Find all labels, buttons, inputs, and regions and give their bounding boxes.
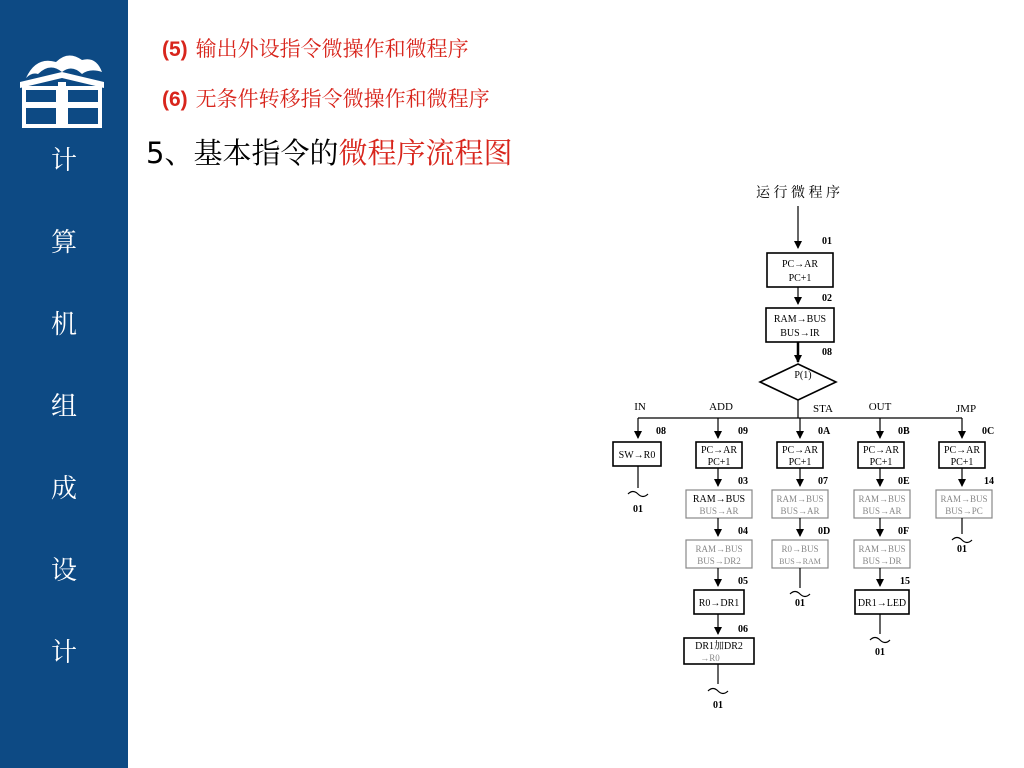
node-text: PC+1 bbox=[869, 457, 893, 468]
bullet-text: 无条件转移指令微操作和微程序 bbox=[195, 87, 490, 111]
heading-highlight: 微程序流程图 bbox=[338, 136, 513, 170]
node-text: BUS→IR bbox=[780, 328, 820, 339]
addr-label: 06 bbox=[738, 624, 748, 635]
end-tilde bbox=[870, 638, 890, 643]
branch-label: ADD bbox=[709, 401, 733, 413]
bullet-text: 输出外设指令微操作和微程序 bbox=[195, 37, 469, 61]
addr-label: 0D bbox=[818, 526, 831, 537]
end-tilde bbox=[628, 492, 648, 497]
addr-label: 0E bbox=[898, 476, 910, 487]
addr-label: 0A bbox=[818, 426, 831, 437]
branch-label: OUT bbox=[868, 401, 892, 413]
node-text: RAM→BUS bbox=[858, 494, 906, 504]
addr-label: 02 bbox=[822, 293, 832, 304]
end-label: 01 bbox=[713, 700, 723, 711]
end-tilde bbox=[708, 689, 728, 694]
addr-label: 0B bbox=[898, 426, 910, 437]
addr-label: 08 bbox=[656, 426, 666, 437]
addr-label: 14 bbox=[984, 476, 994, 487]
sidebar bbox=[0, 0, 128, 768]
bullet-6 bbox=[162, 83, 490, 113]
node-text: PC+1 bbox=[707, 457, 731, 468]
branch-label: STA bbox=[813, 403, 833, 415]
node-text: BUS→DR2 bbox=[697, 556, 741, 566]
node-text: R0→DR1 bbox=[698, 598, 740, 609]
addr-label: 03 bbox=[738, 476, 748, 487]
sidebar-char: 设 bbox=[50, 556, 77, 586]
end-tilde bbox=[790, 592, 810, 597]
end-label: 01 bbox=[633, 504, 643, 515]
addr-label: 01 bbox=[822, 236, 832, 247]
node-text: PC→AR bbox=[943, 445, 981, 456]
end-label: 01 bbox=[795, 598, 805, 609]
node-text: BUS→RAM bbox=[779, 557, 821, 566]
addr-label: 08 bbox=[822, 347, 832, 358]
branch-label: JMP bbox=[955, 403, 977, 415]
end-label: 01 bbox=[957, 544, 967, 555]
sidebar-char: 组 bbox=[50, 392, 77, 422]
node-text: RAM→BUS bbox=[776, 494, 824, 504]
node-text: PC→AR bbox=[781, 259, 819, 270]
addr-label: 0C bbox=[982, 426, 995, 437]
addr-label: 04 bbox=[738, 526, 748, 537]
node-text: RAM→BUS bbox=[858, 544, 906, 554]
node-text: PC+1 bbox=[788, 273, 812, 284]
sidebar-char: 成 bbox=[50, 474, 77, 504]
node-text: DR1加DR2 bbox=[695, 641, 743, 652]
node-text: PC+1 bbox=[788, 457, 812, 468]
sidebar-char: 计 bbox=[50, 146, 77, 176]
node-text: BUS→DR bbox=[862, 556, 902, 566]
addr-label: 05 bbox=[738, 576, 748, 587]
node-text: PC→AR bbox=[781, 445, 819, 456]
node-text: RAM→BUS bbox=[695, 544, 743, 554]
end-label: 01 bbox=[875, 647, 885, 658]
bullet-5 bbox=[162, 33, 469, 63]
branch-label: IN bbox=[634, 401, 646, 413]
dragon-book-logo-icon bbox=[16, 48, 108, 132]
heading-prefix: 5、基本指令的 bbox=[146, 136, 339, 170]
addr-label: 0F bbox=[898, 526, 910, 537]
node-text: RAM→BUS bbox=[692, 494, 746, 505]
microprogram-flowchart bbox=[600, 170, 1010, 715]
addr-label: 09 bbox=[738, 426, 748, 437]
node-text: RAM→BUS bbox=[940, 494, 988, 504]
node-text: BUS→PC bbox=[945, 506, 983, 516]
node-text: PC→AR bbox=[862, 445, 900, 456]
node-text: BUS→AR bbox=[862, 506, 902, 516]
sidebar-char: 计 bbox=[50, 638, 77, 668]
node-text: SW→R0 bbox=[618, 450, 656, 461]
addr-label: 15 bbox=[900, 576, 910, 587]
node-text: PC+1 bbox=[950, 457, 974, 468]
node-text: →R0 bbox=[700, 653, 720, 663]
node-text: P(1) bbox=[794, 370, 812, 381]
node-text: BUS→AR bbox=[699, 506, 739, 516]
sidebar-char: 机 bbox=[50, 310, 77, 340]
end-tilde bbox=[952, 538, 972, 543]
node-text: DR1→LED bbox=[857, 598, 907, 609]
sidebar-char: 算 bbox=[50, 228, 77, 258]
section-heading bbox=[146, 131, 512, 172]
bullet-number: (5) bbox=[162, 38, 188, 61]
node-text: RAM→BUS bbox=[773, 314, 827, 325]
node-text: R0→BUS bbox=[781, 544, 819, 554]
node-text: PC→AR bbox=[700, 445, 738, 456]
flowchart-title: 运 行 微 程 序 bbox=[756, 186, 840, 201]
addr-label: 07 bbox=[818, 476, 828, 487]
bullet-number: (6) bbox=[162, 88, 188, 111]
node-text: BUS→AR bbox=[780, 506, 820, 516]
